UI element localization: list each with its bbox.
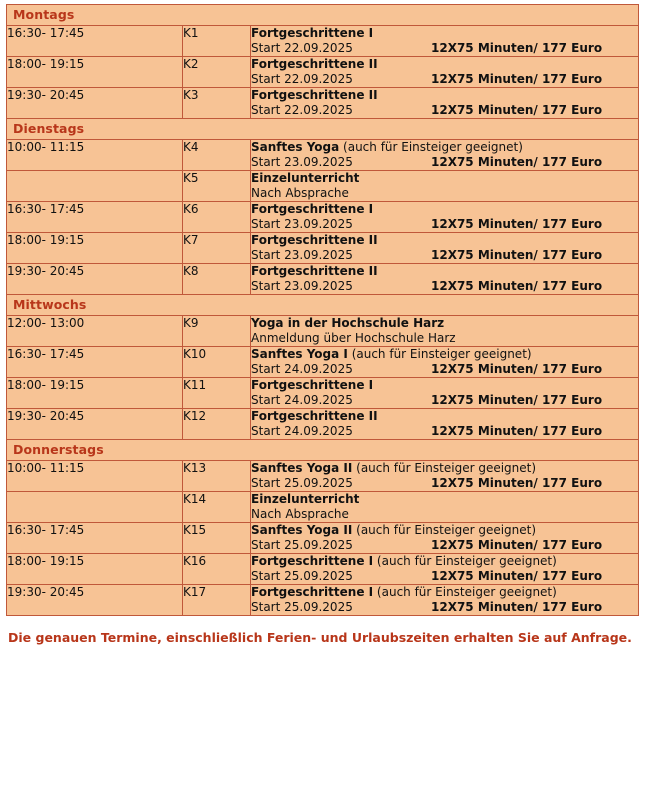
course-row (7, 523, 639, 554)
course-row (7, 264, 639, 295)
course-time-cell: 10:00- 11:15 (7, 140, 183, 171)
course-details-line (251, 103, 638, 118)
course-code-cell: K4 (183, 140, 251, 171)
course-title: Sanftes Yoga II (251, 461, 353, 475)
course-row (7, 461, 639, 492)
course-start-date: Start 24.09.2025 (251, 424, 353, 438)
course-time-cell: 10:00- 11:15 (7, 461, 183, 492)
course-code-cell: K9 (183, 316, 251, 347)
course-title-line (251, 202, 638, 216)
course-row (7, 57, 639, 88)
course-title: Fortgeschrittene I (251, 378, 374, 392)
course-title-line (251, 347, 638, 361)
course-price: 12X75 Minuten/ 177 Euro (431, 41, 603, 55)
course-time-cell: 18:00- 19:15 (7, 233, 183, 264)
course-title-line (251, 171, 638, 185)
course-time-cell (7, 171, 183, 202)
course-title-line (251, 316, 638, 330)
day-header-cell (7, 295, 639, 316)
course-start-date: Start 22.09.2025 (251, 41, 353, 55)
course-title-note: (auch für Einsteiger geeignet) (373, 585, 557, 599)
day-label: Donnerstags (13, 442, 104, 457)
course-row (7, 140, 639, 171)
course-description-cell (251, 171, 639, 202)
course-title: Yoga in der Hochschule Harz (251, 316, 445, 330)
course-description-cell (251, 378, 639, 409)
course-time-cell: 19:30- 20:45 (7, 409, 183, 440)
course-title-line (251, 409, 638, 423)
course-title-line (251, 378, 638, 392)
course-details-line (251, 600, 638, 615)
course-code-cell: K6 (183, 202, 251, 233)
schedule-footer-note: Die genauen Termine, einschließlich Ferien- und Urlaubszeiten erhalten Sie auf Anfrage. (8, 630, 632, 645)
course-row (7, 171, 639, 202)
day-header-cell (7, 119, 639, 140)
course-title: Fortgeschrittene II (251, 88, 378, 102)
course-code-cell: K17 (183, 585, 251, 616)
course-description-cell (251, 88, 639, 119)
course-description-cell (251, 264, 639, 295)
course-title-line (251, 461, 638, 475)
course-description-cell (251, 523, 639, 554)
course-title-note: (auch für Einsteiger geeignet) (339, 140, 523, 154)
course-code-cell: K8 (183, 264, 251, 295)
course-start-date: Start 24.09.2025 (251, 393, 353, 407)
course-time-cell: 12:00- 13:00 (7, 316, 183, 347)
course-row (7, 378, 639, 409)
course-title: Sanftes Yoga (251, 140, 340, 154)
course-title: Einzelunterricht (251, 171, 360, 185)
course-start-date: Start 25.09.2025 (251, 476, 353, 490)
course-title-line (251, 554, 638, 568)
course-description-cell (251, 347, 639, 378)
course-title: Einzelunterricht (251, 492, 360, 506)
course-row (7, 202, 639, 233)
course-price: 12X75 Minuten/ 177 Euro (431, 362, 603, 376)
course-title: Fortgeschrittene I (251, 202, 374, 216)
course-title: Fortgeschrittene I (251, 26, 374, 40)
course-code-cell: K14 (183, 492, 251, 523)
course-details-line (251, 186, 638, 201)
day-label: Montags (13, 7, 75, 22)
course-description-cell (251, 57, 639, 88)
course-row (7, 233, 639, 264)
course-details-line (251, 248, 638, 263)
course-details-line (251, 476, 638, 491)
day-header-cell (7, 440, 639, 461)
course-time-cell: 19:30- 20:45 (7, 585, 183, 616)
course-start-date: Nach Absprache (251, 186, 349, 200)
course-row (7, 26, 639, 57)
course-details-line (251, 362, 638, 377)
course-description-cell (251, 316, 639, 347)
course-start-date: Start 25.09.2025 (251, 600, 353, 614)
course-price: 12X75 Minuten/ 177 Euro (431, 72, 603, 86)
course-title-note: (auch für Einsteiger geeignet) (373, 554, 557, 568)
course-description-cell (251, 492, 639, 523)
day-header-cell (7, 5, 639, 26)
day-header-row (7, 5, 639, 26)
course-title-line (251, 88, 638, 102)
course-description-cell (251, 554, 639, 585)
course-price: 12X75 Minuten/ 177 Euro (431, 476, 603, 490)
course-price: 12X75 Minuten/ 177 Euro (431, 103, 603, 117)
course-description-cell (251, 409, 639, 440)
course-time-cell: 16:30- 17:45 (7, 202, 183, 233)
course-description-cell (251, 140, 639, 171)
course-title-note: (auch für Einsteiger geeignet) (347, 347, 532, 361)
course-title: Fortgeschrittene II (251, 57, 378, 71)
course-title: Fortgeschrittene II (251, 264, 378, 278)
course-title-note: (auch für Einsteiger geeignet) (352, 461, 537, 475)
course-title-line (251, 585, 638, 599)
course-start-date: Anmeldung über Hochschule Harz (251, 331, 456, 345)
course-description-cell (251, 233, 639, 264)
course-time-cell: 18:00- 19:15 (7, 57, 183, 88)
course-time-cell: 18:00- 19:15 (7, 554, 183, 585)
course-start-date: Nach Absprache (251, 507, 349, 521)
course-code-cell: K1 (183, 26, 251, 57)
course-price: 12X75 Minuten/ 177 Euro (431, 217, 603, 231)
course-start-date: Start 22.09.2025 (251, 103, 353, 117)
course-price: 12X75 Minuten/ 177 Euro (431, 393, 603, 407)
course-start-date: Start 23.09.2025 (251, 155, 353, 169)
course-details-line (251, 393, 638, 408)
course-start-date: Start 23.09.2025 (251, 279, 353, 293)
course-code-cell: K15 (183, 523, 251, 554)
day-header-row (7, 119, 639, 140)
course-details-line (251, 72, 638, 87)
course-time-cell: 16:30- 17:45 (7, 523, 183, 554)
schedule-body (7, 5, 639, 616)
course-time-cell: 16:30- 17:45 (7, 26, 183, 57)
course-title-line (251, 523, 638, 537)
course-start-date: Start 25.09.2025 (251, 569, 353, 583)
course-start-date: Start 24.09.2025 (251, 362, 353, 376)
course-price: 12X75 Minuten/ 177 Euro (431, 569, 603, 583)
course-description-cell (251, 202, 639, 233)
day-label: Dienstags (13, 121, 85, 136)
course-row (7, 492, 639, 523)
course-time-cell: 16:30- 17:45 (7, 347, 183, 378)
course-row (7, 554, 639, 585)
course-title-line (251, 57, 638, 71)
course-title: Sanftes Yoga II (251, 523, 353, 537)
course-code-cell: K3 (183, 88, 251, 119)
course-code-cell: K12 (183, 409, 251, 440)
course-start-date: Start 25.09.2025 (251, 538, 353, 552)
day-header-row (7, 295, 639, 316)
course-time-cell (7, 492, 183, 523)
course-title-line (251, 492, 638, 506)
course-start-date: Start 23.09.2025 (251, 248, 353, 262)
course-price: 12X75 Minuten/ 177 Euro (431, 279, 603, 293)
course-time-cell: 19:30- 20:45 (7, 264, 183, 295)
course-title-line (251, 264, 638, 278)
day-label: Mittwochs (13, 297, 87, 312)
course-description-cell (251, 585, 639, 616)
course-title: Fortgeschrittene II (251, 233, 378, 247)
course-title-line (251, 26, 638, 40)
course-price: 12X75 Minuten/ 177 Euro (431, 155, 603, 169)
course-price: 12X75 Minuten/ 177 Euro (431, 424, 603, 438)
course-code-cell: K11 (183, 378, 251, 409)
course-details-line (251, 569, 638, 584)
course-details-line (251, 217, 638, 232)
course-title: Fortgeschrittene I (251, 585, 374, 599)
course-code-cell: K13 (183, 461, 251, 492)
course-code-cell: K5 (183, 171, 251, 202)
day-header-row (7, 440, 639, 461)
course-row (7, 347, 639, 378)
course-title-note: (auch für Einsteiger geeignet) (352, 523, 537, 537)
course-details-line (251, 507, 638, 522)
course-price: 12X75 Minuten/ 177 Euro (431, 600, 603, 614)
course-details-line (251, 331, 638, 346)
course-title-line (251, 233, 638, 247)
course-title: Sanftes Yoga I (251, 347, 348, 361)
course-details-line (251, 41, 638, 56)
course-title-line (251, 140, 638, 154)
course-price: 12X75 Minuten/ 177 Euro (431, 248, 603, 262)
course-row (7, 409, 639, 440)
course-row (7, 88, 639, 119)
course-code-cell: K2 (183, 57, 251, 88)
course-price: 12X75 Minuten/ 177 Euro (431, 538, 603, 552)
course-description-cell (251, 26, 639, 57)
course-code-cell: K16 (183, 554, 251, 585)
course-row (7, 585, 639, 616)
course-start-date: Start 22.09.2025 (251, 72, 353, 86)
course-start-date: Start 23.09.2025 (251, 217, 353, 231)
course-title: Fortgeschrittene I (251, 554, 374, 568)
course-details-line (251, 538, 638, 553)
course-row (7, 316, 639, 347)
course-time-cell: 18:00- 19:15 (7, 378, 183, 409)
course-details-line (251, 279, 638, 294)
course-code-cell: K7 (183, 233, 251, 264)
course-description-cell (251, 461, 639, 492)
course-code-cell: K10 (183, 347, 251, 378)
course-schedule-table (6, 4, 639, 616)
course-details-line (251, 424, 638, 439)
course-details-line (251, 155, 638, 170)
course-title: Fortgeschrittene II (251, 409, 378, 423)
course-time-cell: 19:30- 20:45 (7, 88, 183, 119)
